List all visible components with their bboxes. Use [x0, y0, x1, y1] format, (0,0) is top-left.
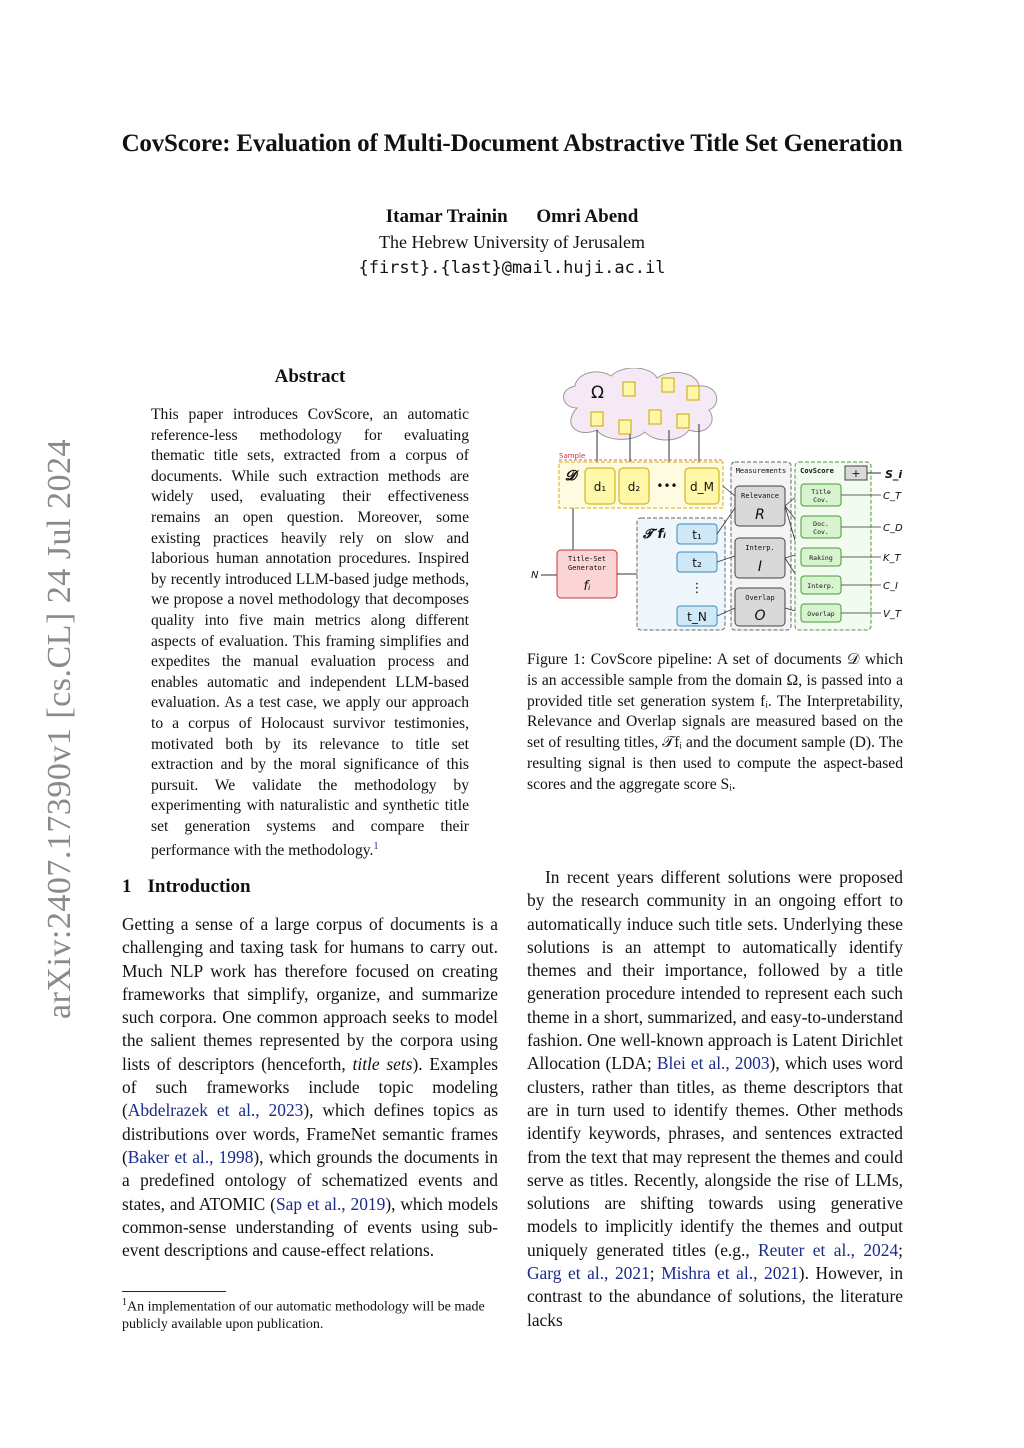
domain-cloud — [563, 368, 716, 440]
text-run: ), which uses word clusters, rather than titles, as theme descriptors that are in turn used to identify themes. Other methods identify keywords, phrases, and sentences extracted from the text that may represent the themes and could serve as titles. Recently, alongside the rise of LLMs, solutions are shifting towards using generative models to implicitly identify the themes and output uniquely generated titles (e.g., — [527, 1053, 903, 1260]
citation-link[interactable]: Sap et al., 2019 — [275, 1193, 386, 1214]
measure-name: Overlap — [745, 594, 775, 602]
footnote — [122, 1294, 502, 1333]
score-label: Overlap — [807, 610, 835, 618]
text-run: ; — [898, 1239, 903, 1260]
figure-1-diagram — [527, 368, 903, 636]
aggregate-output: S_i — [885, 468, 903, 481]
doc-icon — [591, 412, 603, 426]
text-run: ), which grounds the documents in a predefined ontology of schematized events and states, and ATOMIC ( — [122, 1146, 498, 1214]
score-output: C_T — [883, 491, 902, 502]
doc-icon — [662, 378, 674, 392]
text-run: ; — [649, 1263, 662, 1284]
measure-symbol: O — [754, 608, 766, 624]
measure-name: Interp. — [745, 544, 775, 552]
text-run: ). Examples of such frameworks include topic modeling ( — [122, 1053, 498, 1121]
text-run: ), which defines topics as distributions over words, FrameNet semantic frames ( — [122, 1100, 498, 1167]
citation-link[interactable]: Mishra et al., 2021 — [661, 1263, 799, 1284]
figure-caption: Figure 1: CovScore pipeline: A set of documents 𝒟 which is an accessible sample from the domain Ω, is passed into a provided title set generation system fᵢ. The Interpretability, Relevance and Overlap signals are measured based on the set of resulting titles, 𝒯fᵢ and the document sample (D). The resulting signal is then used to compute the aspect-based scores and the aggregate score Sᵢ. — [527, 651, 903, 793]
score-output: C_D — [883, 523, 903, 534]
plus-sign: + — [851, 467, 861, 480]
doc-icon — [649, 410, 661, 424]
doc-icon — [677, 414, 689, 428]
intro-paragraph-2 — [527, 866, 903, 1332]
doc-icon — [623, 382, 635, 396]
score-label: Raking — [809, 554, 833, 562]
email: {first}.{last}@mail.huji.ac.il — [358, 258, 666, 278]
section-number: 1 — [122, 876, 132, 897]
doc-label: d₁ — [593, 480, 607, 494]
text-run: Getting a sense of a large corpus of documents is a challenging and taxing task for humans to carry out. Much NLP work has therefore focused on creating frameworks that simplify, organize, and summarize such corpora. One common approach seeks to model the salient themes represented by the corpora using lists of descriptors (henceforth, — [122, 914, 498, 1074]
score-label: Doc. — [813, 520, 829, 528]
footnote-text: An implementation of our automatic methodology will be made publicly available upon publication. — [122, 1299, 485, 1332]
generator-symbol: fᵢ — [583, 579, 591, 594]
score-label: Cov. — [813, 528, 829, 536]
abstract-text: This paper introduces CovScore, an automatic reference-less methodology for evaluating thematic title sets, extracted from a corpus of documents. While such extraction methods are widely used, evaluating their effectiveness remains an open question. Moreover, some existing practices heavily rely on slow and laborious human annotation procedures. Inspired by recently introduced LLM-based judge methods, we propose a novel methodology that decomposes quality into five main metrics along different aspects of evaluation. This framing simplifies and expedites the manual evaluation process and enables automatic and independent LLM-based evaluation. As a test case, we apply our approach to a corpus of Holocaust survivor testimonies, motivated both by its relevance to title set extraction and by the moral significance of this pursuit. We validate the methodology by experimenting with naturalistic and synthetic title set generation systems and compare their performance with the methodology. — [151, 406, 469, 860]
footnote-rule — [122, 1291, 226, 1292]
score-label: Interp. — [807, 582, 835, 590]
measure-name: Relevance — [741, 492, 779, 500]
author-list — [0, 206, 1024, 228]
vertical-ellipsis: ⋮ — [690, 581, 704, 596]
score-output: K_T — [883, 553, 901, 564]
paper-title: CovScore: Evaluation of Multi-Document Abstractive Title Set Generation — [121, 130, 903, 157]
ellipsis: ••• — [656, 479, 678, 493]
generator-label: Generator — [568, 564, 606, 572]
doc-icon — [687, 386, 699, 400]
citation-link[interactable]: Reuter et al., 2024 — [758, 1239, 899, 1260]
citation-link[interactable]: Baker et al., 1998 — [127, 1146, 254, 1167]
arxiv-id: arXiv:2407.17390v1 [cs.CL] 24 Jul 2024 — [41, 439, 78, 1019]
doc-label: d_M — [690, 480, 714, 494]
doc-label: d₂ — [627, 480, 641, 494]
footnote-marker[interactable]: 1 — [373, 841, 379, 853]
author-name: Omri Abend — [536, 206, 639, 227]
title-label: t₁ — [692, 528, 702, 542]
abstract-heading: Abstract — [274, 366, 346, 387]
affiliation: The Hebrew University of Jerusalem — [379, 232, 645, 252]
T-label: 𝓣 fᵢ — [643, 527, 666, 542]
measure-symbol: R — [755, 507, 765, 523]
measure-symbol: I — [757, 559, 763, 575]
section-title: Introduction — [147, 876, 251, 897]
intro-paragraph-1 — [122, 913, 498, 1262]
covscore-header: CovScore — [800, 467, 834, 475]
text-italic: title sets — [352, 1053, 413, 1074]
score-output: C_I — [883, 581, 898, 592]
generator-label: Title-Set — [568, 555, 606, 563]
text-run: ), which models common-sense understanding of events using sub-event descriptions and cause-effect relations. — [122, 1193, 498, 1261]
doc-icon — [619, 420, 631, 434]
text-run: In recent years different solutions were proposed by the research community in an ongoing effort to automatically induce such title sets. Underlying these solutions is an attempt to automatically identify themes and their importance, followed by a title generation procedure intended to represent each such theme in a short, summarized, and easy-to-understand fashion. One well-known approach is Latent Dirichlet Allocation (LDA; — [527, 867, 903, 1074]
citation-link[interactable]: Abdelrazek et al., 2023 — [127, 1100, 304, 1121]
footnote-mark: 1 — [122, 1297, 127, 1308]
score-label: Cov. — [813, 496, 829, 504]
citation-link[interactable]: Blei et al., 2003 — [656, 1053, 770, 1074]
omega-label: Ω — [591, 383, 604, 403]
N-label: N — [531, 570, 539, 581]
score-output: V_T — [883, 609, 901, 620]
title-label: t₂ — [692, 556, 702, 570]
section-heading — [122, 876, 251, 898]
abstract-body — [151, 405, 469, 862]
author-name: Itamar Trainin — [385, 206, 508, 227]
title-label: t_N — [687, 610, 707, 624]
D-label: 𝓓 — [565, 468, 576, 484]
citation-link[interactable]: Garg et al., 2021 — [527, 1263, 650, 1284]
sample-label: Sample — [559, 452, 586, 460]
score-label: Title — [811, 488, 831, 496]
measurements-header: Measurements — [735, 467, 787, 475]
text-run: ). However, in contrast to the abundance of solutions, the literature lacks — [527, 1263, 904, 1330]
